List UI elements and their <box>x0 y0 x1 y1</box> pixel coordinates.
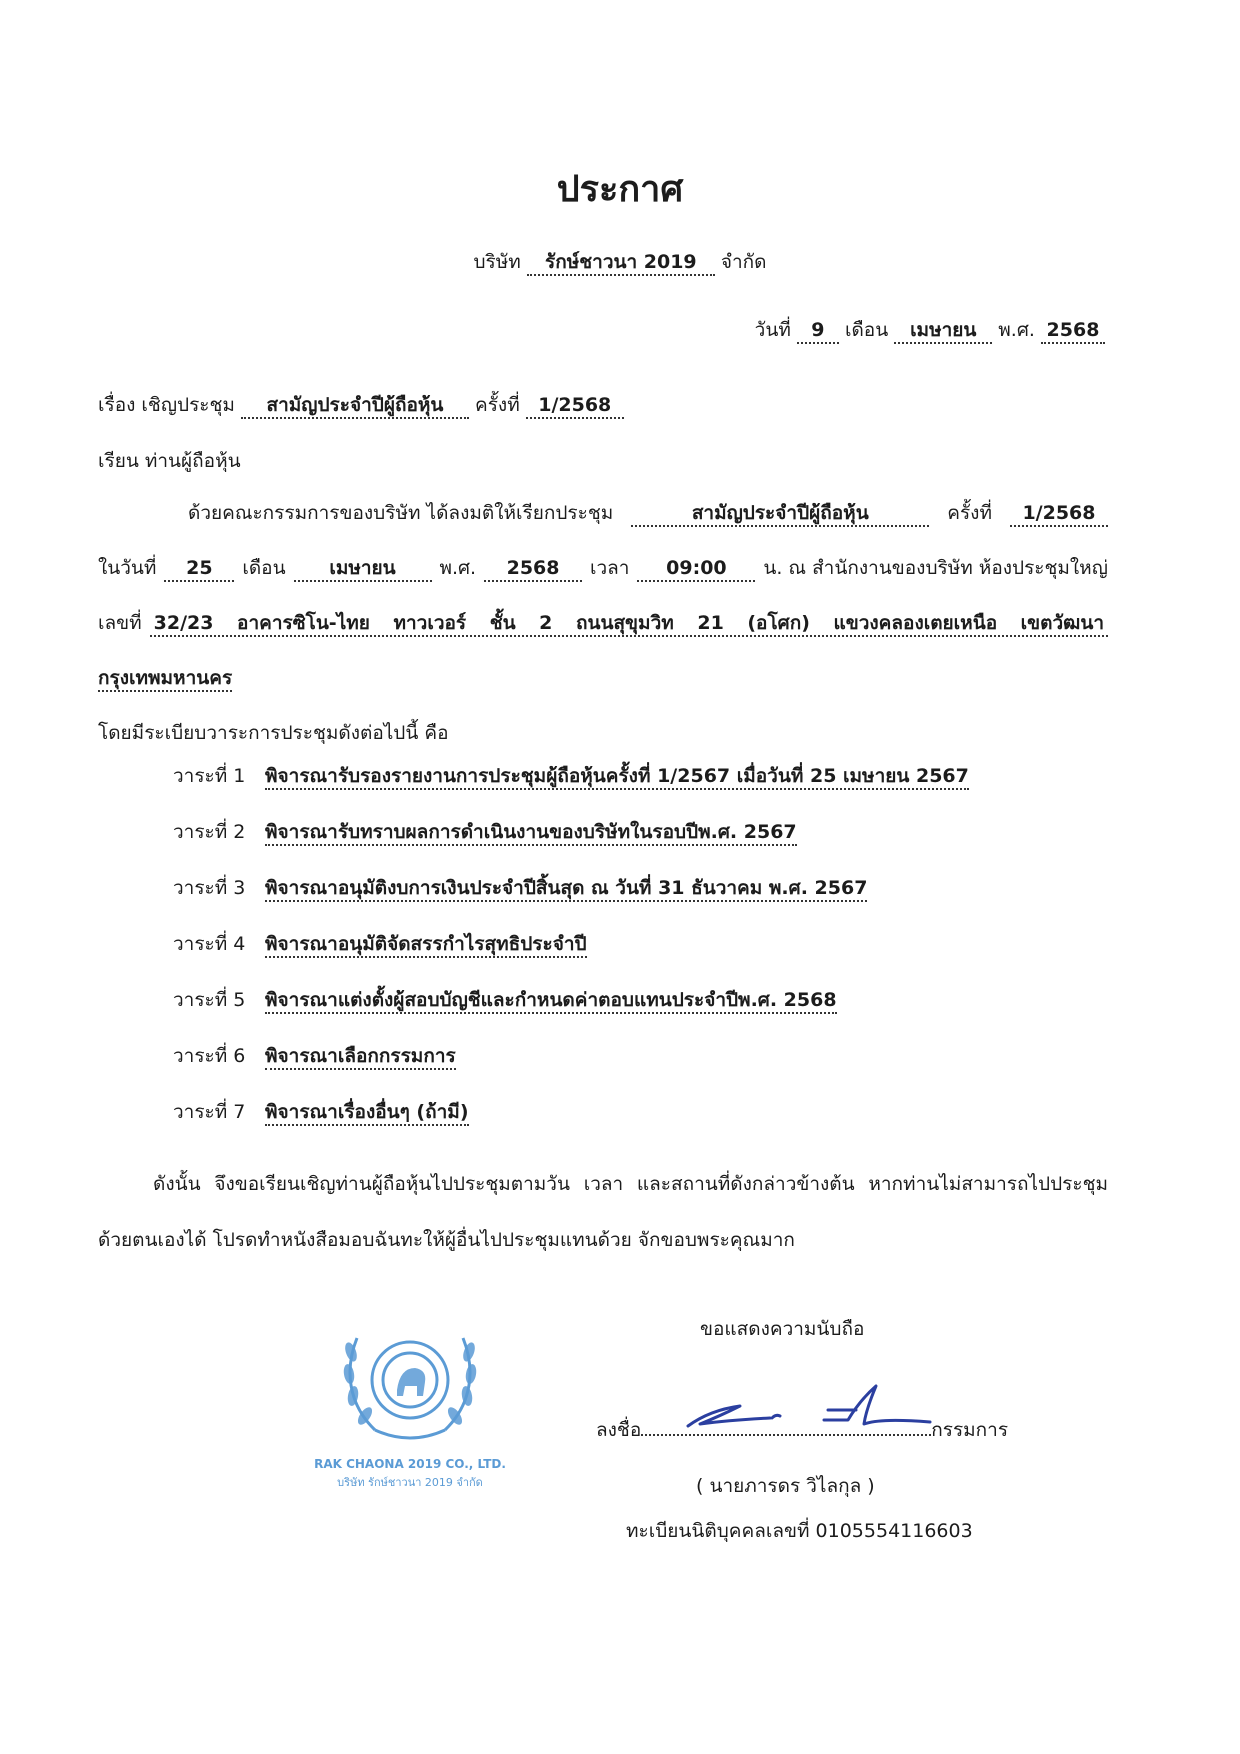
agenda-item <box>173 874 867 902</box>
meeting-year: 2568 <box>484 556 582 582</box>
body-line-1 <box>188 499 1108 527</box>
agenda-label: วาระที่ 7 <box>173 1101 246 1123</box>
agenda-item <box>173 986 837 1014</box>
sign-label: ลงชื่อ <box>596 1419 642 1441</box>
body-no: 1/2568 <box>1010 501 1108 527</box>
signer-name: ( นายภารดร วิไลกุล ) <box>696 1475 875 1497</box>
meeting-time: 09:00 <box>637 556 755 582</box>
seal-text-th: บริษัท รักษ์ชาวนา 2019 จำกัด <box>337 1476 483 1489</box>
body-intro: ด้วยคณะกรรมการของบริษัท ได้ลงมติให้เรียกประชุม <box>188 502 614 524</box>
meeting-year-label: พ.ศ. <box>439 557 477 579</box>
subject-meeting: สามัญประจำปีผู้ถือหุ้น <box>241 393 469 419</box>
date-line <box>755 316 1105 344</box>
body-line-3 <box>98 609 1108 637</box>
body-no-label: ครั้งที่ <box>947 502 992 524</box>
agenda-item <box>173 1098 469 1126</box>
closing-paragraph-2: ด้วยตนเองได้ โปรดทำหนังสือมอบฉันทะให้ผู้อื่นไปประชุมแทนด้วย จักขอบพระคุณมาก <box>98 1229 795 1251</box>
date-year: 2568 <box>1041 318 1105 344</box>
agenda-item <box>173 930 587 958</box>
meeting-day-label: ในวันที่ <box>98 557 157 579</box>
page-title: ประกาศ <box>556 169 684 210</box>
agenda-item <box>173 762 969 790</box>
company-seal <box>305 1318 515 1508</box>
agenda-text: พิจารณาอนุมัติจัดสรรกำไรสุทธิประจำปี <box>265 933 587 958</box>
agenda-intro: โดยมีระเบียบวาระการประชุมดังต่อไปนี้ คือ <box>98 722 449 744</box>
subject-no: 1/2568 <box>526 393 624 419</box>
agenda-item <box>173 818 797 846</box>
meeting-time-label: เวลา <box>589 557 630 579</box>
company-line <box>0 248 1240 276</box>
company-prefix: บริษัท <box>473 251 521 273</box>
registration-number: ทะเบียนนิติบุคคลเลขที่ 0105554116603 <box>626 1520 973 1542</box>
company-suffix: จำกัด <box>720 251 767 273</box>
sign-role: กรรมการ <box>931 1419 1009 1441</box>
date-month-label: เดือน <box>844 319 889 341</box>
subject-no-label: ครั้งที่ <box>475 394 520 416</box>
meeting-venue: น. ณ สำนักงานของบริษัท ห้องประชุมใหญ่ <box>763 557 1108 579</box>
agenda-label: วาระที่ 2 <box>173 821 246 843</box>
address-city: กรุงเทพมหานคร <box>98 666 232 692</box>
agenda-label: วาระที่ 5 <box>173 989 246 1011</box>
seal-emblem-icon <box>305 1318 515 1508</box>
agenda-item <box>173 1042 456 1070</box>
agenda-text: พิจารณารับรองรายงานการประชุมผู้ถือหุ้นครั้งที่ 1/2567 เมื่อวันที่ 25 เมษายน 2567 <box>265 765 969 790</box>
body-line-4 <box>98 664 232 692</box>
agenda-label: วาระที่ 3 <box>173 877 246 899</box>
address: 32/23 อาคารซิโน-ไทย ทาวเวอร์ ชั้น 2 ถนนสุขุมวิท 21 (อโศก) แขวงคลองเตยเหนือ เขตวัฒนา <box>150 611 1108 637</box>
body-line-2 <box>98 554 1108 582</box>
salutation: เรียน ท่านผู้ถือหุ้น <box>98 450 241 472</box>
date-day-label: วันที่ <box>754 319 791 341</box>
handwritten-signature-icon <box>680 1380 940 1440</box>
agenda-text: พิจารณาเลือกกรรมการ <box>265 1045 456 1070</box>
subject-line <box>98 391 624 419</box>
closing-paragraph-1: ดังนั้น จึงขอเรียนเชิญท่านผู้ถือหุ้นไปประชุมตามวัน เวลา และสถานที่ดังกล่าวข้างต้น หากท่านไม่สามารถไปประชุม <box>153 1173 1108 1195</box>
agenda-text: พิจารณาแต่งตั้งผู้สอบบัญชีและกำหนดค่าตอบแทนประจำปีพ.ศ. 2568 <box>265 989 837 1014</box>
date-month: เมษายน <box>894 318 992 344</box>
agenda-label: วาระที่ 4 <box>173 933 246 955</box>
agenda-text: พิจารณาเรื่องอื่นๆ (ถ้ามี) <box>265 1101 469 1126</box>
address-label: เลขที่ <box>98 612 142 634</box>
meeting-month: เมษายน <box>294 556 432 582</box>
regards: ขอแสดงความนับถือ <box>700 1318 865 1340</box>
subject-label: เรื่อง เชิญประชุม <box>98 394 235 416</box>
body-meeting: สามัญประจำปีผู้ถือหุ้น <box>631 501 929 527</box>
seal-text-en: RAK CHAONA 2019 CO., LTD. <box>314 1457 506 1471</box>
agenda-label: วาระที่ 1 <box>173 765 246 787</box>
date-year-label: พ.ศ. <box>998 319 1035 341</box>
company-name: รักษ์ชาวนา 2019 <box>527 250 715 276</box>
meeting-day: 25 <box>164 556 234 582</box>
agenda-text: พิจารณารับทราบผลการดำเนินงานของบริษัทในรอบปีพ.ศ. 2567 <box>265 821 797 846</box>
meeting-month-label: เดือน <box>242 557 286 579</box>
date-day: 9 <box>797 318 839 344</box>
agenda-label: วาระที่ 6 <box>173 1045 246 1067</box>
agenda-text: พิจารณาอนุมัติงบการเงินประจำปีสิ้นสุด ณ วันที่ 31 ธันวาคม พ.ศ. 2567 <box>265 877 867 902</box>
